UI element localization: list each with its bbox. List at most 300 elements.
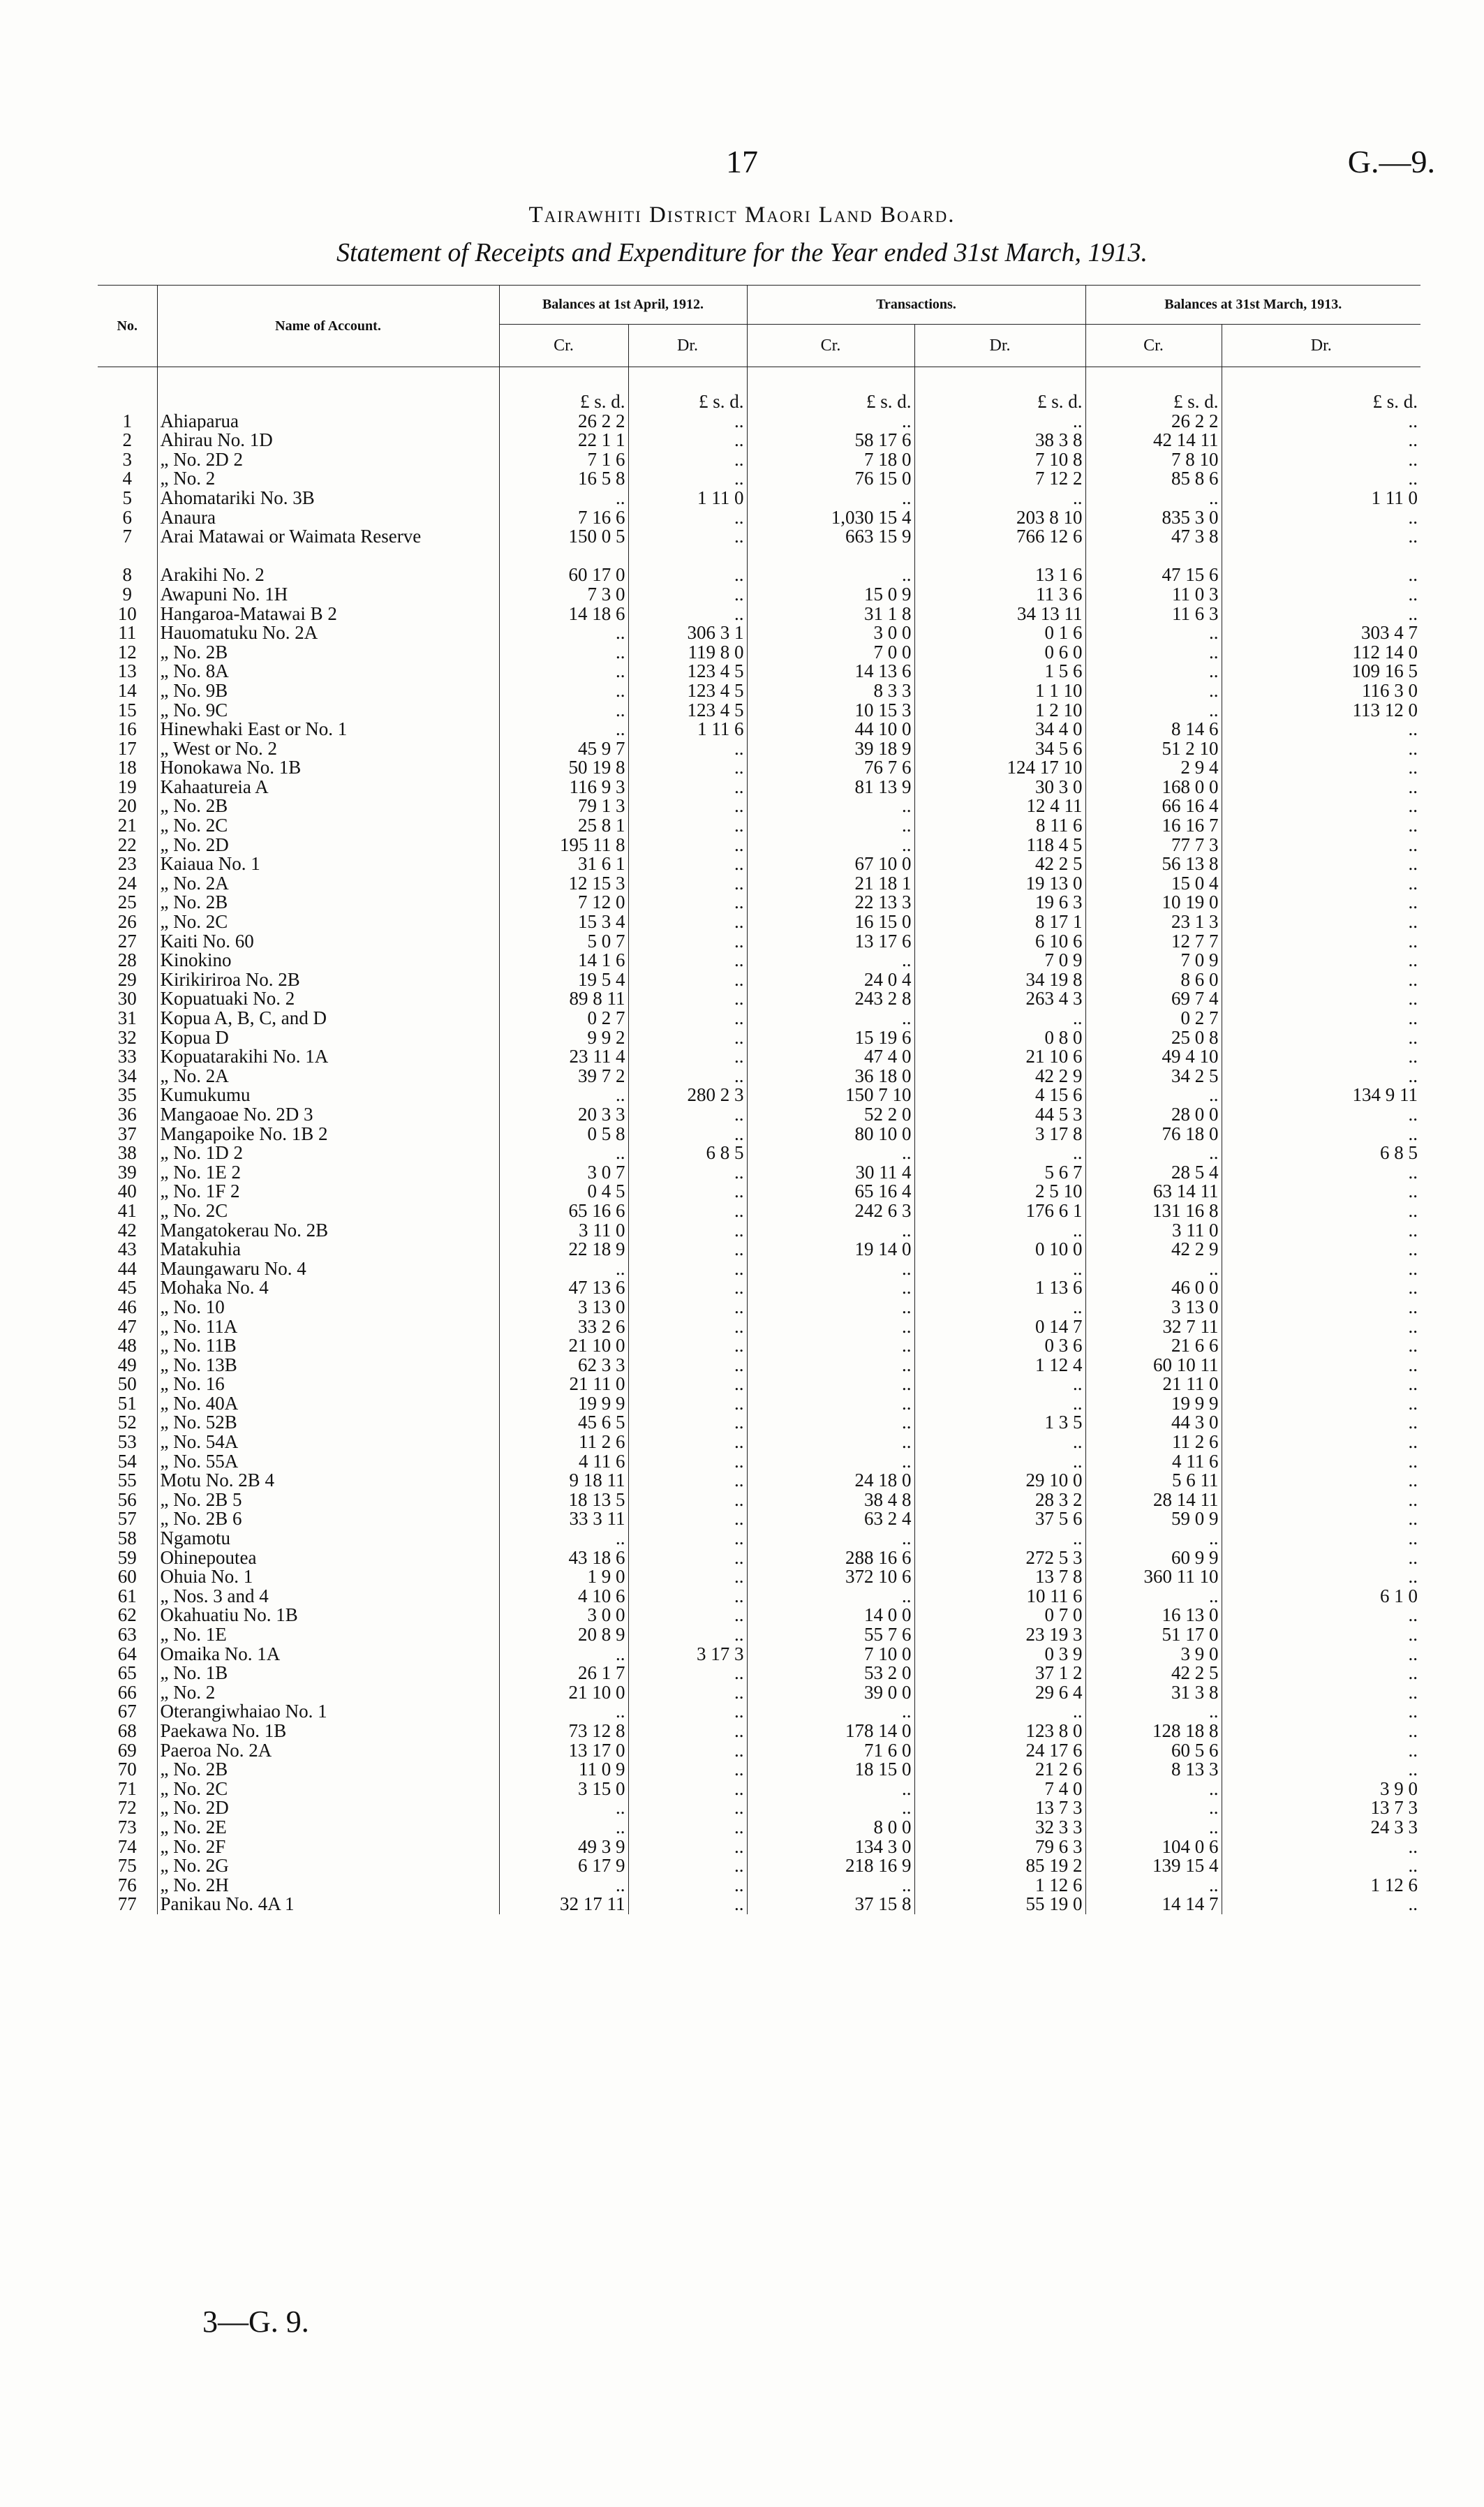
table-row: [98, 816, 1420, 836]
transaction-cr: 76 7 6: [747, 758, 914, 778]
account-name: „ No. 8A: [157, 662, 499, 681]
account-name: Kinokino: [157, 951, 499, 970]
balance-end-cr: 8 14 6: [1085, 720, 1222, 739]
balance-end-dr: 6 8 5: [1222, 1144, 1420, 1163]
transaction-dr: 12 4 11: [914, 797, 1085, 816]
balance-start-cr: 43 18 6: [499, 1548, 628, 1568]
row-number: 40: [117, 1182, 137, 1201]
account-name: „ No. 2A: [157, 874, 499, 894]
table-row: [98, 412, 1420, 431]
col-cr-header: Cr.: [747, 325, 914, 367]
balance-start-cr: 19 5 4: [499, 970, 628, 990]
balance-start-cr: ..: [499, 1259, 628, 1279]
balance-start-dr: ..: [628, 1163, 747, 1183]
account-name: „ No. 2C: [157, 1201, 499, 1221]
transaction-dr: 3 17 8: [914, 1125, 1085, 1144]
table-row: [98, 1798, 1420, 1818]
transaction-cr: 178 14 0: [747, 1722, 914, 1741]
row-number: 71: [117, 1779, 137, 1799]
balance-start-cr: 11 0 9: [499, 1760, 628, 1780]
account-name: Kirikiriroa No. 2B: [157, 970, 499, 990]
balance-start-dr: ..: [628, 1375, 747, 1394]
balance-start-cr: 21 10 0: [499, 1683, 628, 1703]
transaction-dr: ..: [914, 1375, 1085, 1394]
balance-start-dr: ..: [628, 1895, 747, 1914]
transaction-cr: 37 15 8: [747, 1895, 914, 1914]
transaction-dr: 123 8 0: [914, 1722, 1085, 1741]
balance-end-cr: ..: [1085, 1259, 1222, 1279]
table-row: [98, 1086, 1420, 1105]
balance-end-cr: 12 7 7: [1085, 932, 1222, 952]
balance-start-cr: ..: [499, 1798, 628, 1818]
account-name: „ No. 11B: [157, 1336, 499, 1356]
transaction-dr: 5 6 7: [914, 1163, 1085, 1183]
account-name: „ No. 2B: [157, 893, 499, 912]
row-number: 52: [117, 1413, 137, 1433]
balance-end-dr: ..: [1222, 1529, 1420, 1548]
account-name: „ No. 2E: [157, 1818, 499, 1837]
account-name: Motu No. 2B 4: [157, 1471, 499, 1491]
transaction-cr: 7 0 0: [747, 643, 914, 663]
table-row: [98, 720, 1420, 739]
balance-start-cr: 14 1 6: [499, 951, 628, 970]
transaction-dr: ..: [914, 1529, 1085, 1548]
transaction-cr: ..: [747, 1780, 914, 1799]
balance-start-cr: 14 18 6: [499, 605, 628, 624]
transaction-dr: 34 19 8: [914, 970, 1085, 990]
balance-start-cr: 7 12 0: [499, 893, 628, 912]
table-row: [98, 431, 1420, 450]
balance-end-dr: ..: [1222, 1452, 1420, 1472]
account-name: „ No. 2D 2: [157, 450, 499, 470]
balance-start-dr: ..: [628, 758, 747, 778]
table-row: [98, 527, 1420, 547]
table-row: [98, 758, 1420, 778]
balance-start-cr: 6 17 9: [499, 1856, 628, 1876]
row-number: [98, 547, 157, 566]
balance-end-dr: 13 7 3: [1222, 1798, 1420, 1818]
transaction-cr: ..: [747, 1298, 914, 1317]
transaction-cr: 242 6 3: [747, 1201, 914, 1221]
transaction-dr: 0 3 6: [914, 1336, 1085, 1356]
table-row: [98, 1298, 1420, 1317]
account-name: „ No. 9B: [157, 681, 499, 701]
account-name: Mangapoike No. 1B 2: [157, 1125, 499, 1144]
balance-end-cr: 139 15 4: [1085, 1856, 1222, 1876]
balance-start-cr: 32 17 11: [499, 1895, 628, 1914]
table-row: [98, 1548, 1420, 1568]
row-number: 19: [117, 777, 137, 797]
balance-start-dr: 123 4 5: [628, 681, 747, 701]
table-row: [98, 1125, 1420, 1144]
row-number: 37: [117, 1124, 137, 1144]
transaction-dr: 29 10 0: [914, 1471, 1085, 1491]
transaction-cr: 24 0 4: [747, 970, 914, 990]
transaction-cr: ..: [747, 489, 914, 508]
row-number: 77: [117, 1895, 137, 1914]
table-row: [98, 797, 1420, 816]
balance-start-cr: ..: [499, 1529, 628, 1548]
row-number: 26: [117, 912, 137, 932]
account-name: „ No. 2B 6: [157, 1509, 499, 1529]
transaction-dr: 1 2 10: [914, 701, 1085, 720]
transaction-dr: 1 5 6: [914, 662, 1085, 681]
transaction-dr: 85 19 2: [914, 1856, 1085, 1876]
balance-end-cr: 5 6 11: [1085, 1471, 1222, 1491]
row-number: 72: [117, 1798, 137, 1818]
table-row: [98, 1394, 1420, 1414]
table-row: [98, 1856, 1420, 1876]
row-number: 12: [117, 642, 137, 663]
transaction-cr: ..: [747, 1336, 914, 1356]
page-number: 17: [726, 144, 758, 179]
transaction-dr: ..: [914, 412, 1085, 431]
balance-start-dr: ..: [628, 508, 747, 528]
col-cr-header: Cr.: [1085, 325, 1222, 367]
col-cr-header: Cr.: [499, 325, 628, 367]
balance-start-cr: ..: [499, 623, 628, 643]
table-row: [98, 681, 1420, 701]
balance-start-cr: 16 5 8: [499, 469, 628, 489]
transaction-cr: ..: [747, 1356, 914, 1375]
balance-start-dr: ..: [628, 1548, 747, 1568]
balance-end-dr: ..: [1222, 1163, 1420, 1183]
row-number: 56: [117, 1490, 137, 1510]
account-name: „ No. 2C: [157, 816, 499, 836]
transaction-cr: 10 15 3: [747, 701, 914, 720]
transaction-cr: 1,030 15 4: [747, 508, 914, 528]
balance-end-dr: ..: [1222, 1895, 1420, 1914]
balance-end-dr: ..: [1222, 605, 1420, 624]
balance-end-cr: ..: [1085, 1529, 1222, 1548]
balance-start-dr: ..: [628, 1394, 747, 1414]
account-name: Hauomatuku No. 2A: [157, 623, 499, 643]
balance-start-cr: 3 13 0: [499, 1298, 628, 1317]
balance-start-cr: 3 0 0: [499, 1606, 628, 1625]
balance-start-dr: ..: [628, 431, 747, 450]
transaction-cr: ..: [747, 1317, 914, 1337]
balance-end-dr: ..: [1222, 816, 1420, 836]
balance-start-dr: 123 4 5: [628, 701, 747, 720]
transaction-cr: ..: [747, 565, 914, 585]
balance-end-cr: 60 9 9: [1085, 1548, 1222, 1568]
balance-start-cr: 25 8 1: [499, 816, 628, 836]
transaction-dr: 8 17 1: [914, 912, 1085, 932]
balance-end-cr: 63 14 11: [1085, 1182, 1222, 1201]
balance-end-cr: 42 2 9: [1085, 1240, 1222, 1259]
balance-end-cr: ..: [1085, 1702, 1222, 1722]
balance-start-dr: ..: [628, 778, 747, 797]
balance-end-dr: ..: [1222, 836, 1420, 855]
balance-start-cr: 9 18 11: [499, 1471, 628, 1491]
transaction-cr: 3 0 0: [747, 623, 914, 643]
transaction-cr: 71 6 0: [747, 1741, 914, 1761]
balance-end-dr: ..: [1222, 431, 1420, 450]
table-row: [98, 1780, 1420, 1799]
row-number: 57: [117, 1509, 137, 1530]
statement-subtitle: Statement of Receipts and Expenditure for the Year ended 31st March, 1913.: [336, 238, 1148, 267]
row-number: 46: [117, 1297, 137, 1317]
table-row: [98, 1259, 1420, 1279]
transaction-dr: ..: [914, 1009, 1085, 1028]
table-row: [98, 951, 1420, 970]
table-row: [98, 1433, 1420, 1452]
table-row: [98, 1722, 1420, 1741]
transaction-dr: 176 6 1: [914, 1201, 1085, 1221]
balance-start-cr: 7 16 6: [499, 508, 628, 528]
balance-end-dr: 303 4 7: [1222, 623, 1420, 643]
balance-start-dr: ..: [628, 1240, 747, 1259]
account-name: Paekawa No. 1B: [157, 1722, 499, 1741]
row-number: 3: [122, 450, 132, 470]
account-name: „ No. 10: [157, 1298, 499, 1317]
transaction-cr: 15 19 6: [747, 1028, 914, 1048]
balance-end-cr: [1085, 547, 1222, 566]
account-name: „ No. 2B: [157, 1760, 499, 1780]
balance-end-dr: ..: [1222, 970, 1420, 990]
balance-end-dr: ..: [1222, 585, 1420, 605]
table-row: [98, 1567, 1420, 1587]
transaction-dr: 32 3 3: [914, 1818, 1085, 1837]
account-name: „ No. 16: [157, 1375, 499, 1394]
balance-end-dr: ..: [1222, 1356, 1420, 1375]
table-row: [98, 1009, 1420, 1028]
transaction-dr: 34 13 11: [914, 605, 1085, 624]
balance-start-dr: ..: [628, 1567, 747, 1587]
transaction-dr: 42 2 9: [914, 1067, 1085, 1086]
row-number: 6: [122, 508, 132, 528]
balance-end-cr: 66 16 4: [1085, 797, 1222, 816]
transaction-dr: 24 17 6: [914, 1741, 1085, 1761]
balance-end-cr: 59 0 9: [1085, 1509, 1222, 1529]
account-name: Ahirau No. 1D: [157, 431, 499, 450]
account-name: Arai Matawai or Waimata Reserve: [157, 527, 499, 547]
table-row: [98, 1876, 1420, 1895]
balance-end-dr: ..: [1222, 720, 1420, 739]
transaction-dr: ..: [914, 1394, 1085, 1414]
account-name: „ No. 2B: [157, 797, 499, 816]
balance-end-dr: ..: [1222, 1028, 1420, 1048]
row-number: 33: [117, 1047, 137, 1067]
balance-start-dr: ..: [628, 1683, 747, 1703]
balance-start-dr: ..: [628, 1317, 747, 1337]
balance-end-dr: ..: [1222, 1413, 1420, 1433]
balance-end-cr: ..: [1085, 1876, 1222, 1895]
table-row: [98, 469, 1420, 489]
transaction-cr: 38 4 8: [747, 1491, 914, 1510]
account-name: Arakihi No. 2: [157, 565, 499, 585]
transaction-cr: 52 2 0: [747, 1105, 914, 1125]
balance-end-dr: ..: [1222, 1201, 1420, 1221]
table-row: [98, 1317, 1420, 1337]
balance-end-dr: ..: [1222, 412, 1420, 431]
balance-end-cr: 60 10 11: [1085, 1356, 1222, 1375]
balance-end-cr: 51 17 0: [1085, 1625, 1222, 1645]
transaction-dr: 7 4 0: [914, 1780, 1085, 1799]
row-number: 27: [117, 931, 137, 952]
balance-end-cr: 8 13 3: [1085, 1760, 1222, 1780]
account-name: Kopuatuaki No. 2: [157, 989, 499, 1009]
transaction-cr: ..: [747, 951, 914, 970]
transaction-cr: 21 18 1: [747, 874, 914, 894]
balance-start-cr: 4 11 6: [499, 1452, 628, 1472]
balance-end-dr: ..: [1222, 893, 1420, 912]
balance-end-cr: 4 11 6: [1085, 1452, 1222, 1472]
balance-start-dr: ..: [628, 1780, 747, 1799]
account-name: „ No. 11A: [157, 1317, 499, 1337]
table-row: [98, 1837, 1420, 1857]
balance-end-dr: ..: [1222, 1491, 1420, 1510]
balance-end-cr: 7 8 10: [1085, 450, 1222, 470]
transaction-cr: 14 13 6: [747, 662, 914, 681]
row-number: 34: [117, 1066, 137, 1086]
account-name: Awapuni No. 1H: [157, 585, 499, 605]
account-name: Maungawaru No. 4: [157, 1259, 499, 1279]
balance-end-dr: ..: [1222, 1567, 1420, 1587]
balance-start-cr: 31 6 1: [499, 855, 628, 874]
balance-end-cr: 76 18 0: [1085, 1125, 1222, 1144]
transaction-cr: 16 15 0: [747, 912, 914, 932]
transaction-cr: 30 11 4: [747, 1163, 914, 1183]
transaction-cr: ..: [747, 1009, 914, 1028]
row-number: 64: [117, 1644, 137, 1664]
transaction-cr: 134 3 0: [747, 1837, 914, 1857]
balance-start-dr: 306 3 1: [628, 623, 747, 643]
balance-end-cr: ..: [1085, 681, 1222, 701]
table-row: [98, 1375, 1420, 1394]
balance-end-dr: ..: [1222, 797, 1420, 816]
row-number: 73: [117, 1817, 137, 1837]
balance-start-cr: 20 3 3: [499, 1105, 628, 1125]
transaction-cr: ..: [747, 1587, 914, 1606]
balance-end-cr: 2 9 4: [1085, 758, 1222, 778]
balance-start-cr: 1 9 0: [499, 1567, 628, 1587]
transaction-cr: 288 16 6: [747, 1548, 914, 1568]
balance-start-dr: 119 8 0: [628, 643, 747, 663]
transaction-cr: ..: [747, 1452, 914, 1472]
transaction-dr: 1 1 10: [914, 681, 1085, 701]
balance-start-dr: 1 11 6: [628, 720, 747, 739]
balance-start-dr: ..: [628, 1221, 747, 1241]
col-no-header: No.: [98, 286, 157, 367]
balance-end-dr: ..: [1222, 1375, 1420, 1394]
row-number: 55: [117, 1471, 137, 1491]
table-row: [98, 836, 1420, 855]
transaction-cr: [747, 547, 914, 566]
balance-end-dr: ..: [1222, 1317, 1420, 1337]
table-row: [98, 1491, 1420, 1510]
balance-end-dr: ..: [1222, 1722, 1420, 1741]
balance-start-dr: ..: [628, 739, 747, 759]
balance-end-cr: 60 5 6: [1085, 1741, 1222, 1761]
transaction-cr: 19 14 0: [747, 1240, 914, 1259]
table-row: [98, 932, 1420, 952]
table-row: [98, 1471, 1420, 1491]
transaction-cr: 58 17 6: [747, 431, 914, 450]
balance-start-dr: ..: [628, 855, 747, 874]
transaction-dr: 124 17 10: [914, 758, 1085, 778]
table-row: [98, 778, 1420, 797]
row-number: 38: [117, 1144, 137, 1163]
balance-start-cr: 7 3 0: [499, 585, 628, 605]
account-name: Paeroa No. 2A: [157, 1741, 499, 1761]
table-row: [98, 1702, 1420, 1722]
balance-end-dr: ..: [1222, 758, 1420, 778]
transaction-dr: ..: [914, 1144, 1085, 1163]
balance-end-dr: ..: [1222, 450, 1420, 470]
account-name: „ No. 9C: [157, 701, 499, 720]
balance-start-dr: ..: [628, 989, 747, 1009]
row-number: 21: [117, 816, 137, 836]
table-row: [98, 585, 1420, 605]
balance-start-cr: ..: [499, 1645, 628, 1664]
transaction-cr: 8 0 0: [747, 1818, 914, 1837]
balance-start-cr: 62 3 3: [499, 1356, 628, 1375]
account-name: „ West or No. 2: [157, 739, 499, 759]
balance-end-cr: 11 0 3: [1085, 585, 1222, 605]
transaction-cr: ..: [747, 1413, 914, 1433]
balance-end-dr: ..: [1222, 1221, 1420, 1241]
table-row: [98, 1047, 1420, 1067]
balance-end-cr: 128 18 8: [1085, 1722, 1222, 1741]
transaction-dr: 44 5 3: [914, 1105, 1085, 1125]
account-name: „ No. 2B 5: [157, 1491, 499, 1510]
balance-end-dr: ..: [1222, 1278, 1420, 1298]
transaction-cr: ..: [747, 1702, 914, 1722]
transaction-cr: 80 10 0: [747, 1125, 914, 1144]
transaction-dr: 19 13 0: [914, 874, 1085, 894]
transaction-dr: 6 10 6: [914, 932, 1085, 952]
transaction-cr: ..: [747, 412, 914, 431]
table-row: [98, 1683, 1420, 1703]
row-number: 8: [122, 565, 132, 585]
transaction-cr: 31 1 8: [747, 605, 914, 624]
table-row: [98, 643, 1420, 663]
units-label: £ s. d.: [628, 392, 747, 412]
account-name: „ No. 2B: [157, 643, 499, 663]
balance-start-dr: ..: [628, 932, 747, 952]
balance-end-cr: ..: [1085, 1780, 1222, 1799]
row-number: 29: [117, 970, 137, 990]
row-number: 20: [117, 797, 137, 817]
transaction-cr: 65 16 4: [747, 1182, 914, 1201]
account-name: Ohuia No. 1: [157, 1567, 499, 1587]
balance-start-cr: 5 0 7: [499, 932, 628, 952]
col-balances-end-header: Balances at 31st March, 1913.: [1085, 286, 1420, 325]
balance-start-dr: ..: [628, 1413, 747, 1433]
balance-start-cr: [499, 547, 628, 566]
balance-end-dr: ..: [1222, 912, 1420, 932]
accounts-table: [98, 285, 1420, 2297]
table-row: [98, 1028, 1420, 1048]
transaction-cr: 150 7 10: [747, 1086, 914, 1105]
col-dr-header: Dr.: [914, 325, 1085, 367]
balance-end-cr: 168 0 0: [1085, 778, 1222, 797]
balance-start-dr: 6 8 5: [628, 1144, 747, 1163]
balance-end-cr: 44 3 0: [1085, 1413, 1222, 1433]
transaction-dr: 13 7 3: [914, 1798, 1085, 1818]
balance-start-cr: 26 1 7: [499, 1664, 628, 1683]
balance-end-cr: ..: [1085, 1144, 1222, 1163]
table-row: [98, 565, 1420, 585]
row-number: 75: [117, 1856, 137, 1876]
account-name: „ No. 2D: [157, 1798, 499, 1818]
row-number: 15: [117, 700, 137, 720]
balance-end-dr: ..: [1222, 1240, 1420, 1259]
balance-start-dr: ..: [628, 816, 747, 836]
row-number: 51: [117, 1393, 137, 1414]
transaction-dr: 272 5 3: [914, 1548, 1085, 1568]
